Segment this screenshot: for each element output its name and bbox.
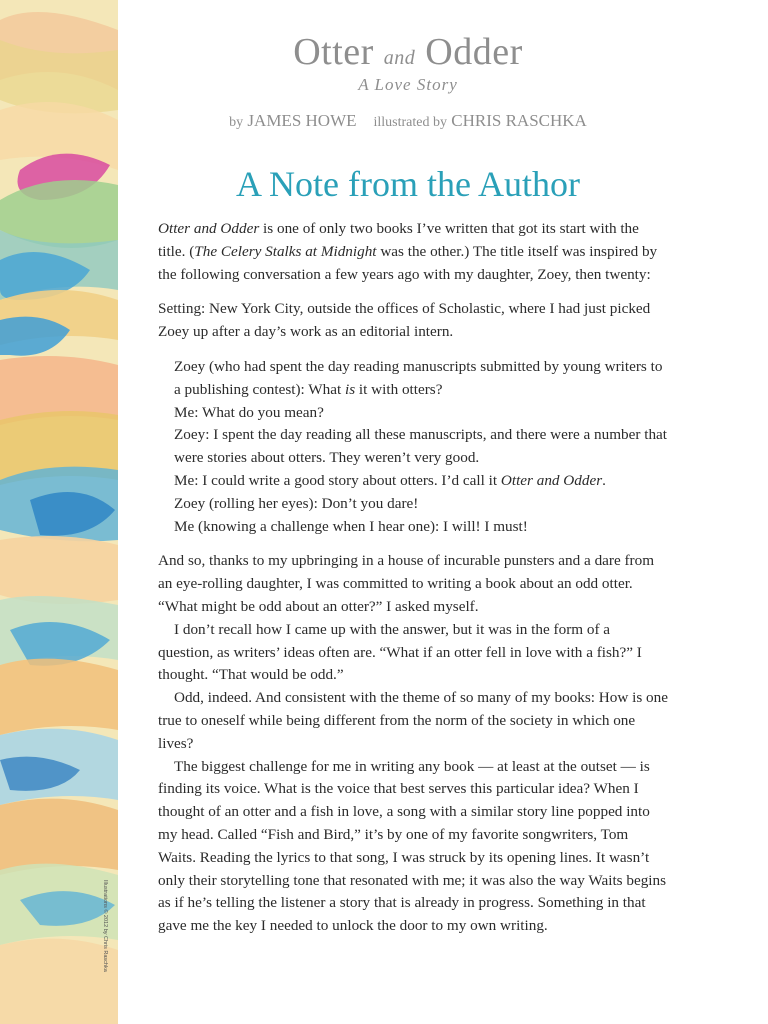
dialog-line-4-em: Otter and Odder (500, 471, 603, 489)
note-title: A Note from the Author (236, 164, 580, 204)
dialog-line-4b: . (602, 471, 606, 489)
dialog-line: Me (knowing a challenge when I hear one): I will! I must! (174, 517, 528, 535)
closing-paragraph-3: Odd, indeed. And consistent with the theme of so many of my books: How is one true to oneself while being different from the norm of the society in which one lives? (158, 689, 668, 752)
author-name: JAMES HOWE (247, 111, 357, 130)
dialog-line-1a: Zoey (who had spent the day reading manuscripts submitted by young writers to a publishing contest): What (174, 357, 663, 398)
dialog-line (174, 356, 668, 402)
book-title-part2: Odder (425, 31, 523, 73)
by-label: by (229, 115, 244, 130)
illustrator-name: CHRIS RASCHKA (451, 111, 587, 130)
closing-paragraph-2: I don’t recall how I came up with the answer, but it was in the form of a question, as writers’ ideas often are. “What if an otter fell in love with a fish?” I thought. “That would be odd.” (158, 620, 642, 684)
watercolor-border-art (0, 0, 118, 1024)
book-title-and: and (383, 47, 416, 69)
intro-text-b: was the other.) The title itself was inspired by the following conversation a few years ago with my daughter, Zoey, then twenty: (158, 242, 658, 283)
art-credit: Illustrations © 2012 by Chris Raschka (102, 880, 108, 972)
dialog-block (158, 356, 668, 538)
setting-paragraph: Setting: New York City, outside the offices of Scholastic, where I had just picked Zoey up after a day’s work as an editorial intern. (158, 300, 651, 341)
dialog-line (174, 470, 668, 493)
book-subtitle: A Love Story (358, 75, 458, 94)
intro-title-italic: Otter and Odder (158, 220, 260, 237)
dialog-line-4a: Me: I could write a good story about otters. I’d call it (174, 471, 501, 489)
intro-text-a: is one of only two books I’ve written that got its start with the title. ( (158, 220, 639, 260)
closing-paragraph-4: The biggest challenge for me in writing any book — at least at the outset — is finding its voice. What is the voice that best serves this particular idea? When I thought of an otter and a fish in love, a song with a similar story line popped into my head. Called “Fish and Bird,” it’s by one of my favorite songwriters, Tom Waits. Reading the lyrics to that song, I was struck by its opening lines. It wasn’t only their storytelling tone that resonated with me; it was also the way Waits begins as if he’s telling the listener a story that is already in progress. Something in that gave me the key I needed to unlock the door to my own writing. (158, 757, 667, 935)
body-text (158, 218, 668, 938)
dialog-line-1b: it with otters? (355, 380, 443, 398)
dialog-line: Me: What do you mean? (174, 403, 324, 421)
book-title (158, 32, 658, 78)
illustrated-label: illustrated by (373, 115, 448, 130)
dialog-line-1-em: is (344, 380, 356, 398)
watercolor-waves-illustration (0, 0, 118, 1024)
intro-title2-italic: The Celery Stalks at Midnight (194, 242, 377, 260)
dialog-line: Zoey (rolling her eyes): Don’t you dare! (174, 494, 419, 512)
byline (158, 111, 658, 131)
intro-paragraph (158, 218, 668, 286)
closing-paragraph-1: And so, thanks to my upbringing in a house of incurable punsters and a dare from an eye-rolling daughter, I was committed to writing a book about an odd otter. “What might be odd about an otter?” I asked myself. (158, 552, 655, 615)
dialog-line: Zoey: I spent the day reading all these manuscripts, and there were a number that were stories about otters. They weren’t very good. (174, 426, 667, 467)
book-title-part1: Otter (293, 31, 374, 73)
